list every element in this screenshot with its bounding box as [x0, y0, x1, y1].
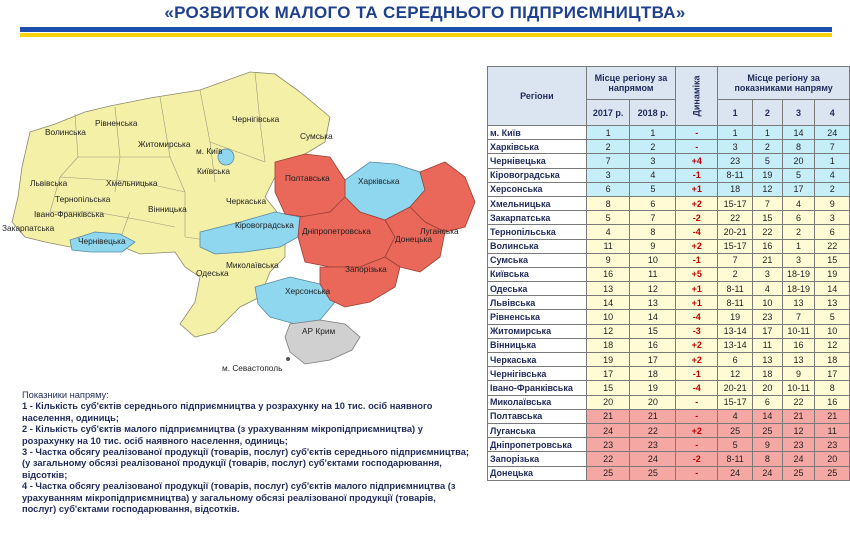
cell-dyn: -	[676, 395, 718, 409]
cell-y18: 15	[630, 324, 676, 338]
table-row	[488, 225, 850, 239]
cell-name: Полтавська	[488, 409, 587, 423]
cell-y17: 17	[586, 367, 630, 381]
table-row	[488, 182, 850, 196]
cell-y17: 14	[586, 296, 630, 310]
cell-y17: 3	[586, 168, 630, 182]
cell-i2: 17	[753, 324, 783, 338]
map-label: Херсонська	[285, 286, 331, 296]
cell-dyn: +5	[676, 267, 718, 281]
cell-i1: 24	[718, 466, 753, 480]
cell-i1: 20-21	[718, 381, 753, 395]
cell-i1: 18	[718, 182, 753, 196]
cell-i4: 14	[815, 282, 850, 296]
cell-y18: 1	[630, 126, 676, 140]
table-row	[488, 239, 850, 253]
table-body	[488, 126, 850, 481]
cell-y18: 18	[630, 367, 676, 381]
table-row	[488, 196, 850, 210]
cell-i2: 1	[753, 126, 783, 140]
cell-y18: 14	[630, 310, 676, 324]
cell-i1: 7	[718, 253, 753, 267]
cell-i2: 24	[753, 466, 783, 480]
cell-y17: 25	[586, 466, 630, 480]
cell-y18: 7	[630, 211, 676, 225]
cell-y17: 11	[586, 239, 630, 253]
cell-dyn: +2	[676, 423, 718, 437]
cell-dyn: +2	[676, 196, 718, 210]
cell-y18: 13	[630, 296, 676, 310]
cell-i3: 13	[782, 353, 815, 367]
cell-y17: 13	[586, 282, 630, 296]
cell-i2: 7	[753, 196, 783, 210]
cell-i1: 3	[718, 140, 753, 154]
cell-i3: 21	[782, 409, 815, 423]
cell-dyn: +2	[676, 338, 718, 352]
cell-i1: 1	[718, 126, 753, 140]
cell-i3: 22	[782, 395, 815, 409]
cell-i2: 25	[753, 423, 783, 437]
title-underline-blue	[20, 27, 832, 32]
header-regions: Регіони	[488, 67, 587, 126]
map-label: Львівська	[30, 178, 68, 188]
indicators-legend	[22, 390, 472, 515]
cell-y17: 22	[586, 452, 630, 466]
cell-i1: 8-11	[718, 296, 753, 310]
map-label: Київська	[197, 166, 230, 176]
table-row	[488, 438, 850, 452]
cell-i1: 6	[718, 353, 753, 367]
cell-i2: 6	[753, 395, 783, 409]
cell-dyn: +4	[676, 154, 718, 168]
cell-dyn: +1	[676, 296, 718, 310]
header-indicators: Місце регіону за показниками напряму	[718, 67, 850, 100]
legend-item: 1 - Кількість суб'єктів середнього підприємництва у розрахунку на 10 тис. осіб наявного населення, одиниць;	[22, 401, 433, 423]
table-row	[488, 409, 850, 423]
cell-dyn: -1	[676, 168, 718, 182]
map-label: Волинська	[45, 127, 86, 137]
table-row	[488, 296, 850, 310]
cell-i2: 18	[753, 367, 783, 381]
cell-i2: 23	[753, 310, 783, 324]
map-label: Черкаська	[226, 196, 267, 206]
cell-name: Дніпропетровська	[488, 438, 587, 452]
cell-y17: 1	[586, 126, 630, 140]
cell-i3: 5	[782, 168, 815, 182]
cell-i3: 10-11	[782, 381, 815, 395]
cell-y18: 23	[630, 438, 676, 452]
table-row	[488, 253, 850, 267]
cell-i3: 7	[782, 310, 815, 324]
table-row	[488, 154, 850, 168]
cell-i3: 16	[782, 338, 815, 352]
cell-name: Вінницька	[488, 338, 587, 352]
cell-i3: 1	[782, 239, 815, 253]
map-label: Одеська	[196, 268, 229, 278]
cell-y18: 22	[630, 423, 676, 437]
cell-dyn: -1	[676, 253, 718, 267]
cell-name: Івано-Франківська	[488, 381, 587, 395]
table-row	[488, 140, 850, 154]
cell-y17: 19	[586, 353, 630, 367]
cell-name: Луганська	[488, 423, 587, 437]
table-row	[488, 267, 850, 281]
cell-i1: 22	[718, 211, 753, 225]
cell-i2: 10	[753, 296, 783, 310]
map-label: Харківська	[358, 176, 400, 186]
cell-i2: 15	[753, 211, 783, 225]
cell-y17: 12	[586, 324, 630, 338]
cell-y17: 23	[586, 438, 630, 452]
legend-item: 4 - Частка обсягу реалізованої продукції (товарів, послуг) суб'єктів малого підприємництва (з урахуванням мікропідприємництва) у загальному обсязі реалізованої продукції (товарів, послуг) суб'єктами господарювання, відсотків.	[22, 481, 456, 515]
cell-y18: 5	[630, 182, 676, 196]
cell-i3: 10-11	[782, 324, 815, 338]
regions-ranking-table	[487, 66, 850, 481]
cell-y18: 2	[630, 140, 676, 154]
cell-i4: 6	[815, 225, 850, 239]
cell-y18: 19	[630, 381, 676, 395]
cell-i1: 15-17	[718, 239, 753, 253]
cell-i3: 25	[782, 466, 815, 480]
cell-i3: 23	[782, 438, 815, 452]
map-label: Вінницька	[148, 204, 187, 214]
cell-name: Донецька	[488, 466, 587, 480]
cell-y17: 24	[586, 423, 630, 437]
map-label: Запорізька	[345, 264, 387, 274]
cell-dyn: -4	[676, 225, 718, 239]
cell-y18: 9	[630, 239, 676, 253]
cell-i3: 9	[782, 367, 815, 381]
cell-i4: 9	[815, 196, 850, 210]
cell-i4: 4	[815, 168, 850, 182]
cell-y18: 12	[630, 282, 676, 296]
map-label: м. Київ	[196, 146, 223, 156]
table-row	[488, 211, 850, 225]
cell-dyn: +2	[676, 239, 718, 253]
cell-i3: 4	[782, 196, 815, 210]
map-label: АР Крим	[302, 326, 336, 336]
cell-name: Чернівецька	[488, 154, 587, 168]
cell-y18: 17	[630, 353, 676, 367]
cell-i4: 3	[815, 211, 850, 225]
cell-name: Рівненська	[488, 310, 587, 324]
cell-name: Чернігівська	[488, 367, 587, 381]
map-label: Сумська	[300, 131, 333, 141]
map-label: Житомирська	[138, 139, 191, 149]
cell-name: Хмельницька	[488, 196, 587, 210]
cell-i1: 2	[718, 267, 753, 281]
cell-name: Одеська	[488, 282, 587, 296]
cell-y17: 9	[586, 253, 630, 267]
ukraine-regions-map	[0, 62, 480, 382]
cell-name: Харківська	[488, 140, 587, 154]
cell-i3: 3	[782, 253, 815, 267]
cell-i1: 19	[718, 310, 753, 324]
cell-dyn: -	[676, 140, 718, 154]
page-title: «РОЗВИТОК МАЛОГО ТА СЕРЕДНЬОГО ПІДПРИЄМНИЦТВА»	[164, 3, 686, 22]
header-dynamics	[676, 67, 718, 126]
map-label: м. Севастополь	[222, 363, 283, 373]
cell-name: Волинська	[488, 239, 587, 253]
cell-i1: 12	[718, 367, 753, 381]
map-label: Хмельницька	[106, 178, 158, 188]
cell-name: Сумська	[488, 253, 587, 267]
map-label: Донецька	[395, 234, 433, 244]
table-row	[488, 367, 850, 381]
cell-y18: 4	[630, 168, 676, 182]
cell-i4: 10	[815, 324, 850, 338]
cell-y18: 8	[630, 225, 676, 239]
cell-i1: 25	[718, 423, 753, 437]
cell-i1: 23	[718, 154, 753, 168]
cell-i3: 18-19	[782, 282, 815, 296]
cell-i2: 12	[753, 182, 783, 196]
title-underline-yellow	[20, 33, 832, 37]
cell-name: Житомирська	[488, 324, 587, 338]
cell-dyn: -4	[676, 381, 718, 395]
cell-i4: 20	[815, 452, 850, 466]
cell-i4: 17	[815, 367, 850, 381]
header-indicator-3: 3	[782, 100, 815, 126]
table-row	[488, 466, 850, 480]
table-row	[488, 423, 850, 437]
table-row	[488, 395, 850, 409]
cell-i3: 14	[782, 126, 815, 140]
cell-name: Львівська	[488, 296, 587, 310]
cell-i4: 24	[815, 126, 850, 140]
cell-y17: 18	[586, 338, 630, 352]
cell-i2: 11	[753, 338, 783, 352]
cell-y17: 4	[586, 225, 630, 239]
cell-y18: 20	[630, 395, 676, 409]
cell-i4: 15	[815, 253, 850, 267]
cell-y18: 16	[630, 338, 676, 352]
table-row	[488, 338, 850, 352]
cell-name: Херсонська	[488, 182, 587, 196]
cell-i1: 8-11	[718, 282, 753, 296]
header-2017: 2017 р.	[586, 100, 630, 126]
map-label: Тернопільська	[55, 194, 111, 204]
cell-i1: 15-17	[718, 196, 753, 210]
table-row	[488, 381, 850, 395]
cell-y17: 10	[586, 310, 630, 324]
cell-name: Закарпатська	[488, 211, 587, 225]
cell-i3: 2	[782, 225, 815, 239]
cell-i2: 2	[753, 140, 783, 154]
header-2018: 2018 р.	[630, 100, 676, 126]
cell-i2: 14	[753, 409, 783, 423]
cell-i2: 9	[753, 438, 783, 452]
cell-dyn: -	[676, 466, 718, 480]
map-label: Чернівецька	[78, 236, 126, 246]
cell-dyn: +2	[676, 353, 718, 367]
map-label: Івано-Франківська	[34, 209, 104, 219]
cell-name: Запорізька	[488, 452, 587, 466]
map-label: Луганська	[420, 226, 459, 236]
cell-i4: 11	[815, 423, 850, 437]
cell-name: Кіровоградська	[488, 168, 587, 182]
map-label: Полтавська	[285, 173, 330, 183]
table-row	[488, 168, 850, 182]
legend-heading: Показники напряму:	[22, 390, 109, 400]
cell-dyn: -2	[676, 211, 718, 225]
cell-name: Миколаївська	[488, 395, 587, 409]
cell-i4: 5	[815, 310, 850, 324]
cell-i2: 5	[753, 154, 783, 168]
cell-i1: 8-11	[718, 452, 753, 466]
legend-item: 2 - Кількість суб'єктів малого підприємництва (з урахуванням мікропідприємництва) у розрахунку на 10 тис. осіб наявного населення, одиниць;	[22, 424, 423, 446]
cell-i2: 13	[753, 353, 783, 367]
cell-i4: 18	[815, 353, 850, 367]
cell-dyn: -4	[676, 310, 718, 324]
cell-i2: 20	[753, 381, 783, 395]
cell-i3: 8	[782, 140, 815, 154]
cell-dyn: +1	[676, 282, 718, 296]
header-indicator-4: 4	[815, 100, 850, 126]
cell-i3: 12	[782, 423, 815, 437]
cell-i4: 8	[815, 381, 850, 395]
cell-dyn: -3	[676, 324, 718, 338]
cell-i1: 20-21	[718, 225, 753, 239]
cell-i4: 22	[815, 239, 850, 253]
cell-i3: 6	[782, 211, 815, 225]
cell-i1: 13-14	[718, 324, 753, 338]
table-row	[488, 310, 850, 324]
cell-y18: 24	[630, 452, 676, 466]
cell-dyn: -	[676, 126, 718, 140]
map-label: Кіровоградська	[235, 220, 294, 230]
cell-i4: 21	[815, 409, 850, 423]
cell-i4: 25	[815, 466, 850, 480]
cell-y17: 7	[586, 154, 630, 168]
map-label: Закарпатська	[2, 223, 55, 233]
legend-item: (у загальному обсязі реалізованої продукції (товарів, послуг) суб'єктами господарювання, відсотків;	[22, 458, 442, 480]
cell-i1: 4	[718, 409, 753, 423]
header-indicator-1: 1	[718, 100, 753, 126]
cell-i2: 8	[753, 452, 783, 466]
cell-i4: 7	[815, 140, 850, 154]
cell-name: м. Київ	[488, 126, 587, 140]
cell-i4: 1	[815, 154, 850, 168]
cell-y17: 16	[586, 267, 630, 281]
cell-y17: 21	[586, 409, 630, 423]
map-label: Дніпропетровська	[302, 226, 371, 236]
cell-i3: 24	[782, 452, 815, 466]
table-row	[488, 126, 850, 140]
cell-y17: 6	[586, 182, 630, 196]
cell-i2: 22	[753, 225, 783, 239]
cell-dyn: +1	[676, 182, 718, 196]
cell-dyn: -2	[676, 452, 718, 466]
sevastopol-marker	[286, 357, 290, 361]
cell-i1: 13-14	[718, 338, 753, 352]
cell-y18: 25	[630, 466, 676, 480]
cell-y17: 15	[586, 381, 630, 395]
cell-i4: 19	[815, 267, 850, 281]
cell-y18: 6	[630, 196, 676, 210]
header-indicator-2: 2	[753, 100, 783, 126]
table-row	[488, 452, 850, 466]
cell-i3: 17	[782, 182, 815, 196]
cell-y18: 11	[630, 267, 676, 281]
cell-i4: 2	[815, 182, 850, 196]
legend-item: 3 - Частка обсягу реалізованої продукції (товарів, послуг) суб'єктів середнього підприємництва;	[22, 447, 469, 458]
cell-i1: 5	[718, 438, 753, 452]
cell-i4: 23	[815, 438, 850, 452]
cell-i2: 19	[753, 168, 783, 182]
map-label: Чернігівська	[232, 114, 280, 124]
cell-y17: 20	[586, 395, 630, 409]
cell-y17: 8	[586, 196, 630, 210]
cell-dyn: -1	[676, 367, 718, 381]
table-row	[488, 353, 850, 367]
cell-y18: 10	[630, 253, 676, 267]
cell-i3: 18-19	[782, 267, 815, 281]
cell-dyn: -	[676, 409, 718, 423]
cell-dyn: -	[676, 438, 718, 452]
map-label: Рівненська	[95, 118, 138, 128]
header-place: Місце регіону за напрямом	[586, 67, 675, 100]
cell-i2: 3	[753, 267, 783, 281]
cell-i1: 8-11	[718, 168, 753, 182]
table-row	[488, 282, 850, 296]
map-label: Миколаївська	[226, 260, 279, 270]
cell-y18: 3	[630, 154, 676, 168]
cell-i4: 16	[815, 395, 850, 409]
cell-i3: 20	[782, 154, 815, 168]
cell-y18: 21	[630, 409, 676, 423]
cell-y17: 5	[586, 211, 630, 225]
cell-i2: 16	[753, 239, 783, 253]
cell-i3: 13	[782, 296, 815, 310]
table-row	[488, 324, 850, 338]
cell-name: Черкаська	[488, 353, 587, 367]
cell-i4: 12	[815, 338, 850, 352]
cell-i4: 13	[815, 296, 850, 310]
cell-i2: 21	[753, 253, 783, 267]
cell-name: Київська	[488, 267, 587, 281]
cell-i2: 4	[753, 282, 783, 296]
cell-i1: 15-17	[718, 395, 753, 409]
header-dynamics-label: Динаміка	[691, 75, 702, 117]
cell-name: Тернопільська	[488, 225, 587, 239]
cell-y17: 2	[586, 140, 630, 154]
